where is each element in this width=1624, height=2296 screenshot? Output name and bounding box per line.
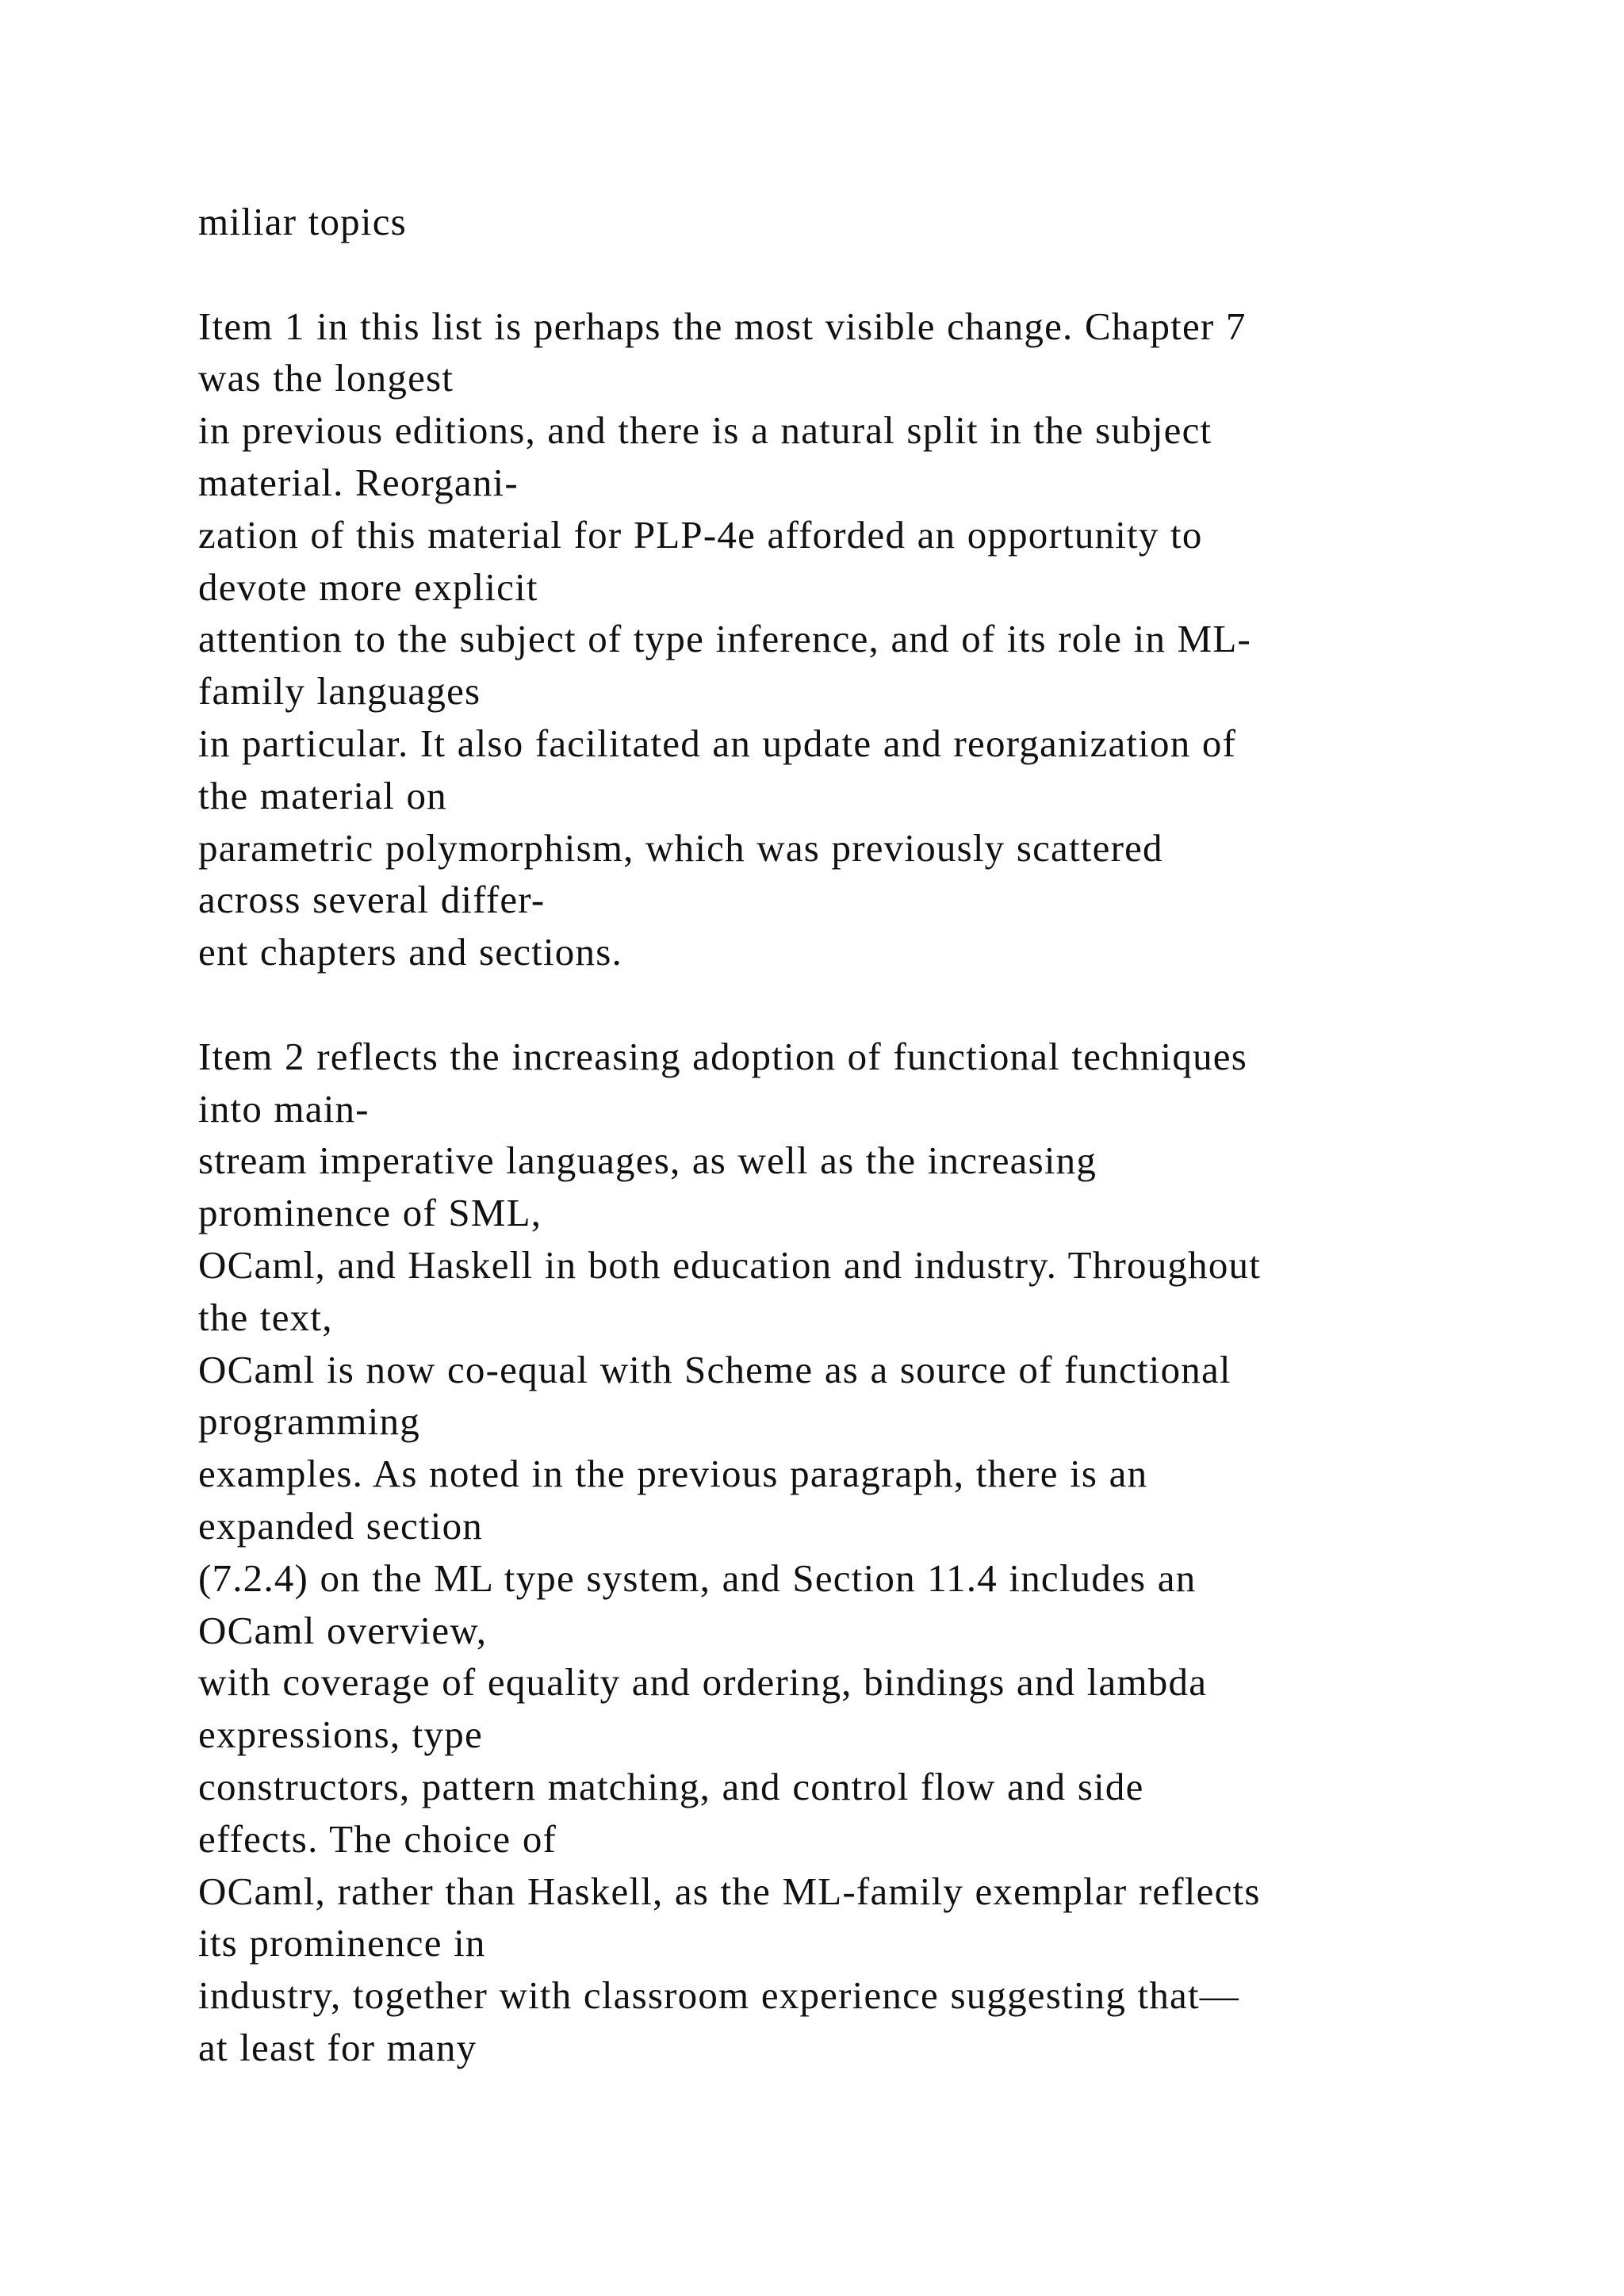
paragraph-line: expanded section: [198, 1503, 483, 1548]
paragraph-line: Item 1 in this list is perhaps the most visible change. Chapter 7: [198, 304, 1247, 348]
paragraph-line: examples. As noted in the previous paragraph, there is an: [198, 1452, 1148, 1496]
paragraph-line: programming: [198, 1399, 420, 1444]
paragraph-line: ent chapters and sections.: [198, 930, 622, 974]
paragraph-line: across several differ-: [198, 878, 546, 922]
paragraph-1: [198, 300, 1546, 978]
paragraph-line: industry, together with classroom experience suggesting that—: [198, 1973, 1239, 2018]
paragraph-line: in previous editions, and there is a natural split in the subject: [198, 408, 1212, 453]
paragraph-line: Item 2 reflects the increasing adoption of functional techniques: [198, 1034, 1247, 1078]
paragraph-line: material. Reorgani-: [198, 460, 519, 504]
paragraph-line: its prominence in: [198, 1921, 486, 1965]
paragraph-line: OCaml is now co-equal with Scheme as a source of functional: [198, 1347, 1231, 1391]
paragraph-2: [198, 1031, 1546, 2074]
paragraph-line: in particular. It also facilitated an update and reorganization of: [198, 721, 1237, 765]
paragraph-line: at least for many: [198, 2025, 477, 2069]
paragraph-gap: [198, 248, 1546, 300]
paragraph-line: into main-: [198, 1086, 370, 1131]
paragraph-line: OCaml overview,: [198, 1608, 488, 1652]
paragraph-line: OCaml, and Haskell in both education and industry. Throughout: [198, 1242, 1262, 1287]
paragraph-line: the text,: [198, 1295, 333, 1339]
paragraph-line: OCaml, rather than Haskell, as the ML-family exemplar reflects: [198, 1869, 1261, 1913]
paragraph-line: was the longest: [198, 356, 454, 400]
paragraph-line: expressions, type: [198, 1712, 483, 1757]
paragraph-line: attention to the subject of type inference, and of its role in ML-: [198, 617, 1252, 661]
paragraph-line: (7.2.4) on the ML type system, and Section 11.4 includes an: [198, 1556, 1197, 1600]
paragraph-line: prominence of SML,: [198, 1191, 542, 1235]
paragraph-gap: [198, 978, 1546, 1031]
paragraph-line: stream imperative languages, as well as the increasing: [198, 1138, 1097, 1183]
paragraph-line: zation of this material for PLP-4e afforded an opportunity to: [198, 512, 1203, 557]
paragraph-line: family languages: [198, 669, 481, 714]
paragraph-line: parametric polymorphism, which was previously scattered: [198, 825, 1163, 870]
paragraph-line: constructors, pattern matching, and control flow and side: [198, 1764, 1144, 1808]
paragraph-line: devote more explicit: [198, 564, 538, 609]
paragraph-line: the material on: [198, 773, 447, 817]
paragraph-line: effects. The choice of: [198, 1816, 557, 1861]
document-body: [198, 196, 1546, 2074]
heading-fragment: miliar topics: [198, 200, 407, 243]
paragraph-line: with coverage of equality and ordering, bindings and lambda: [198, 1660, 1208, 1705]
